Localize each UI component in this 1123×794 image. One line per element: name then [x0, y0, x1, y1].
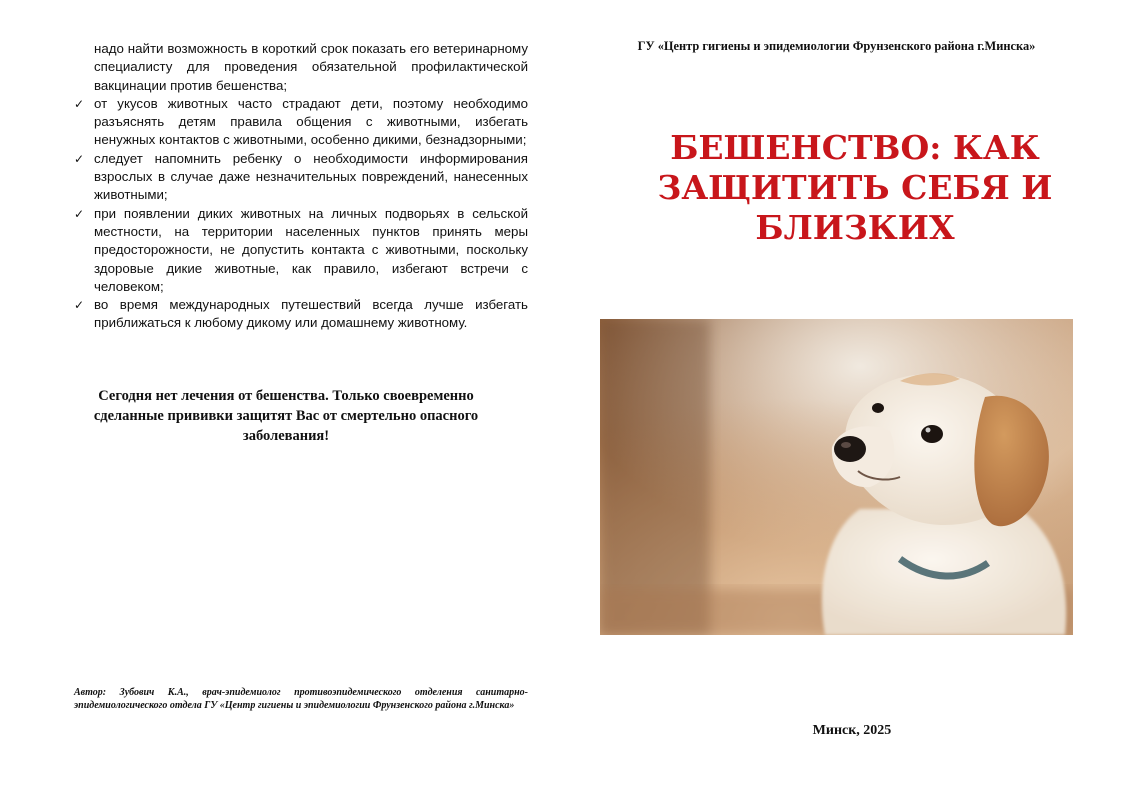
author-label: Автор:: [74, 687, 107, 698]
left-panel: [74, 40, 528, 333]
check-mark-icon: ✓: [74, 298, 85, 313]
list-item-text: от укусов животных часто страдают дети, поэтому необходимо разъяснять детям правила общения с животными, избегать ненужных контактов с животными, особенно дикими, безнадзорными;: [94, 95, 528, 148]
list-item: [74, 95, 528, 150]
list-item-text: при появлении диких животных на личных подворьях в сельской местности, на территории населенных пунктов принять меры предосторожности, не допустить контакта с животными, поскольку здоровые дикие животные, как правило, избегают встречи с человеком;: [94, 205, 528, 294]
check-mark-icon: ✓: [74, 151, 85, 166]
author-credit: [74, 686, 528, 712]
author-text: Зубович К.А., врач-эпидемиолог противоэпидемического отделения санитарно-эпидемиологического отдела ГУ «Центр гигиены и эпидемиологии Фрунзенского района г.Минска»: [74, 687, 529, 711]
check-mark-icon: ✓: [74, 96, 85, 111]
list-item-text: следует напомнить ребенку о необходимости информирования взрослых в случае даже незначительных повреждений, нанесенных животными;: [94, 150, 528, 203]
organization-header: ГУ «Центр гигиены и эпидемиологии Фрунзенского района г.Минска»: [637, 39, 1036, 53]
list-item: [74, 150, 528, 205]
warning-statement: Сегодня нет лечения от бешенства. Только своевременно сделанные прививки защитят Вас от смертельно опасного заболевания!: [93, 388, 479, 444]
list-item: [74, 205, 528, 296]
list-item-text: во время международных путешествий всегда лучше избегать приближаться к любому дикому или домашнему животному.: [94, 297, 528, 331]
check-mark-icon: ✓: [74, 206, 85, 221]
list-item: [74, 296, 528, 333]
advice-list: [74, 95, 528, 333]
intro-paragraph: надо найти возможность в короткий срок показать его ветеринарному специалисту для проведения обязательной профилактической вакцинации против бешенства;: [94, 41, 528, 93]
place-and-year: Минск, 2025: [812, 723, 892, 738]
puppy-photo: [600, 319, 1073, 635]
brochure-title: БЕШЕНСТВО: КАК ЗАЩИТИТЬ СЕБЯ И БЛИЗКИХ: [657, 128, 1053, 247]
